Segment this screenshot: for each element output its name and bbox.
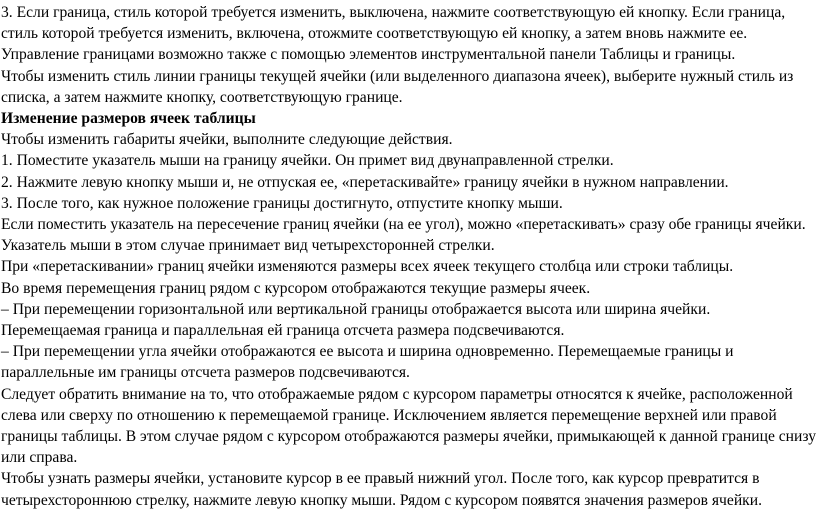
paragraph-note: Следует обратить внимание на то, что отображаемые рядом с курсором параметры относятся к ячейке, расположенной слева или сверху по отношению к перемещаемой границе. Исключением является перемещение верхней или правой границы таблицы. В этом случае рядом с курсором отображаются размеры ячейки, примыкающей к данной границе снизу или справа. <box>1 385 816 467</box>
paragraph-resize-intro: Чтобы изменить габариты ячейки, выполните следующие действия. <box>1 131 453 149</box>
section-heading: Изменение размеров ячеек таблицы <box>1 110 256 128</box>
paragraph-corner-drag: Если поместить указатель на пересечение границ ячейки (на ее угол), можно «перетаскивать» сразу обе границы ячейки. <box>1 216 806 234</box>
paragraph-border-step-3: 3. Если граница, стиль которой требуется изменить, выключена, нажмите соответствующую ей кнопку. Если граница, стиль которой требуется изменить, включена, отожмите соответствующую ей кнопку, а затем вновь нажмите ее. <box>1 4 786 43</box>
paragraph-corner-move: – При перемещении угла ячейки отображаются ее высота и ширина одновременно. Перемещаемые границы и параллельные им границы отсчета размеров подсвечиваются. <box>1 343 734 382</box>
paragraph-drag-effect: При «перетаскивании» границ ячейки изменяются размеры всех ячеек текущего столбца или строки таблицы. <box>1 258 734 276</box>
paragraph-resize-step-3: 3. После того, как нужное положение границы достигнуто, отпустите кнопку мыши. <box>1 194 563 212</box>
paragraph-toolbar-borders: Управление границами возможно также с помощью элементов инструментальной панели Таблицы и границы. <box>1 46 736 64</box>
paragraph-border-move: – При перемещении горизонтальной или вертикальной границы отображается высота или ширина ячейки. <box>1 300 711 318</box>
paragraph-line-style: Чтобы изменить стиль линии границы текущей ячейки (или выделенного диапазона ячеек), выберите нужный стиль из списка, а затем нажмите кнопку, соответствующую границе. <box>1 67 794 106</box>
paragraph-size-display: Во время перемещения границ рядом с курсором отображаются текущие размеры ячеек. <box>1 279 591 297</box>
paragraph-cell-size: Чтобы узнать размеры ячейки, установите курсор в ее правый нижний угол. После того, как курсор превратится в четырехстороннюю стрелку, нажмите левую кнопку мыши. Рядом с курсором появятся значения размеров ячейки. <box>1 470 762 509</box>
paragraph-four-way-arrow: Указатель мыши в этом случае принимает вид четырехсторонней стрелки. <box>1 237 495 255</box>
paragraph-resize-step-2: 2. Нажмите левую кнопку мыши и, не отпуская ее, «перетаскивайте» границу ячейки в нужном направлении. <box>1 173 729 191</box>
paragraph-resize-step-1: 1. Поместите указатель мыши на границу ячейки. Он примет вид двунаправленной стрелки. <box>1 152 614 170</box>
paragraph-highlight: Перемещаемая граница и параллельная ей граница отсчета размера подсвечиваются. <box>1 322 565 340</box>
